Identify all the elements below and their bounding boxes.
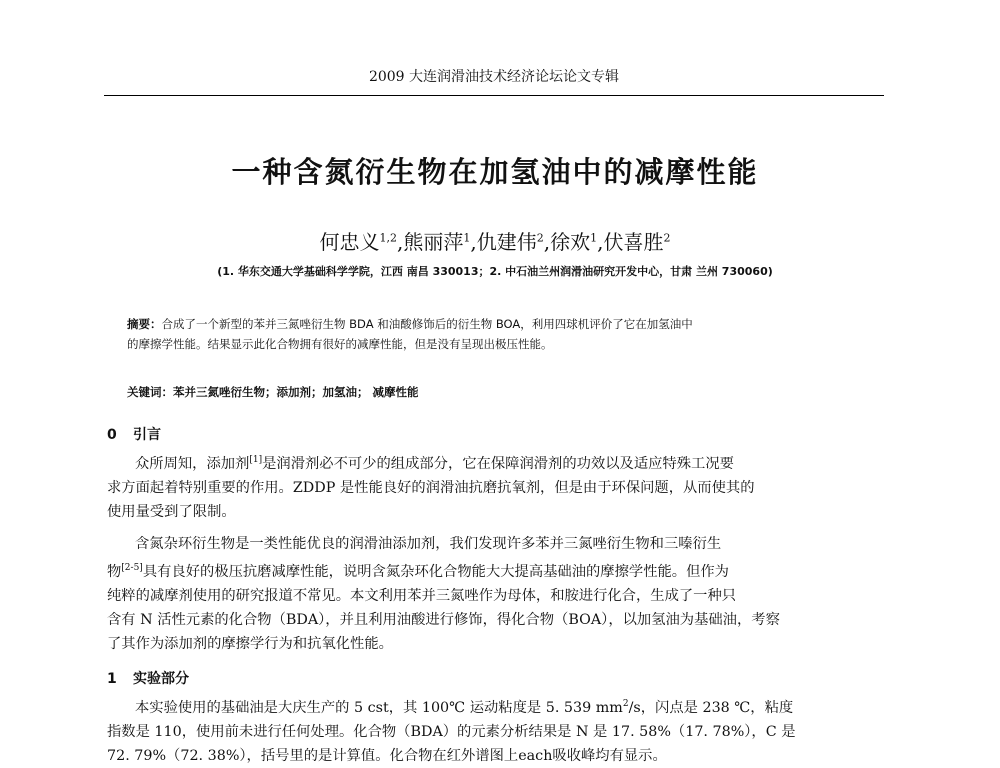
author-affil-sup: 1 [590,231,598,245]
text-line: 含氮杂环衍生物是一类性能优良的润滑油添加剂，我们发现许多苯并三氮唑衍生物和三嗪衍生 [135,536,722,552]
keywords-text: 苯并三氮唑衍生物；添加剂；加氢油； 减摩性能 [173,385,419,399]
text-run: 物 [107,563,122,580]
author-name: 伏喜胜 [603,230,664,254]
text-line [107,448,887,476]
author-separator: , [597,230,604,254]
paragraph-experiment-1 [107,692,887,768]
keywords [127,384,867,400]
citation: [1] [249,455,263,465]
paragraph-intro-2 [107,532,887,656]
abstract-line: 的摩擦学性能。结果显示此化合物拥有很好的减摩性能，但是没有呈现出极压性能。 [127,337,553,351]
keywords-label: 关键词： [127,385,173,399]
section-title: 实验部分 [133,671,189,687]
text-line: 使用量受到了限制。 [107,503,236,520]
author-name: 仇建伟 [476,230,537,254]
author-affil-sup: 2 [536,231,544,245]
section-number: 0 [107,427,117,443]
author-list [100,226,890,255]
paragraph-intro-1 [107,448,887,524]
section-heading-intro [107,424,161,444]
text-run: 具有良好的极压抗磨减摩性能，说明含氮杂环化合物能大大提高基础油的摩擦学性能。但作为 [142,563,729,580]
section-number: 1 [107,671,117,687]
paper-title: 一种含氮衍生物在加氢油中的减摩性能 [231,155,759,189]
text-line: 了其作为添加剂的摩擦学行为和抗氧化性能。 [107,635,393,652]
abstract [127,314,867,354]
text-line: 求方面起着特别重要的作用。ZDDP 是性能良好的润滑油抗磨抗氧剂，但是由于环保问题，从而使其的 [107,479,755,496]
text-line: 含有 N 活性元素的化合物（BDA），并且利用油酸进行修饰，得化合物（BOA），以加氢油为基础油，考察 [107,611,780,628]
author-name: 何忠义 [319,230,380,254]
text-line [107,556,887,584]
section-title: 引言 [133,427,161,443]
running-header: 2009 大连润滑油技术经济论坛论文专辑 [368,69,620,85]
section-heading-experiment [107,668,189,688]
text-run: /s，闪点是 238 ℃，粘度 [628,699,794,716]
unit-superscript: 2 [622,699,629,709]
author-affil-sup: 1,2 [379,231,398,245]
citation: [2-5] [121,563,143,573]
text-run: 本实验使用的基础油是大庆生产的 5 cst，其 100℃ 运动粘度是 5. 539 mm [135,699,623,716]
author-separator: , [397,230,404,254]
abstract-line [127,314,867,334]
text-run: 是润滑剂必不可少的组成部分，它在保障润滑剂的功效以及适应特殊工况要 [262,455,734,472]
text-line: 72. 79%（72. 38%），括号里的是计算值。化合物在红外谱图上each吸收峰均有显示。 [107,747,667,764]
text-line: 纯粹的减摩剂使用的研究报道不常见。本文利用苯并三氮唑作为母体，和胺进行化合，生成了一种只 [107,587,737,604]
text-line: 指数是 110，使用前未进行任何处理。化合物（BDA）的元素分析结果是 N 是 17. 58%（17. 78%），C 是 [107,723,796,740]
author-name: 徐欢 [550,230,591,254]
text-line [107,692,887,720]
header-rule [104,95,884,96]
author-name: 熊丽萍 [403,230,464,254]
author-affil-sup: 1 [463,231,471,245]
author-separator: , [470,230,477,254]
abstract-text: 合成了一个新型的苯并三氮唑衍生物 BDA 和油酸修饰后的衍生物 BOA，利用四球机评价了它在加氢油中 [161,317,693,331]
affiliations: (1. 华东交通大学基础科学学院，江西 南昌 330013；2. 中石油兰州润滑油研究开发中心，甘肃 兰州 730060) [217,265,773,278]
author-separator: , [543,230,551,254]
abstract-label: 摘要： [127,317,162,331]
text-run: 众所周知，添加剂 [135,455,250,472]
author-affil-sup: 2 [663,231,671,245]
